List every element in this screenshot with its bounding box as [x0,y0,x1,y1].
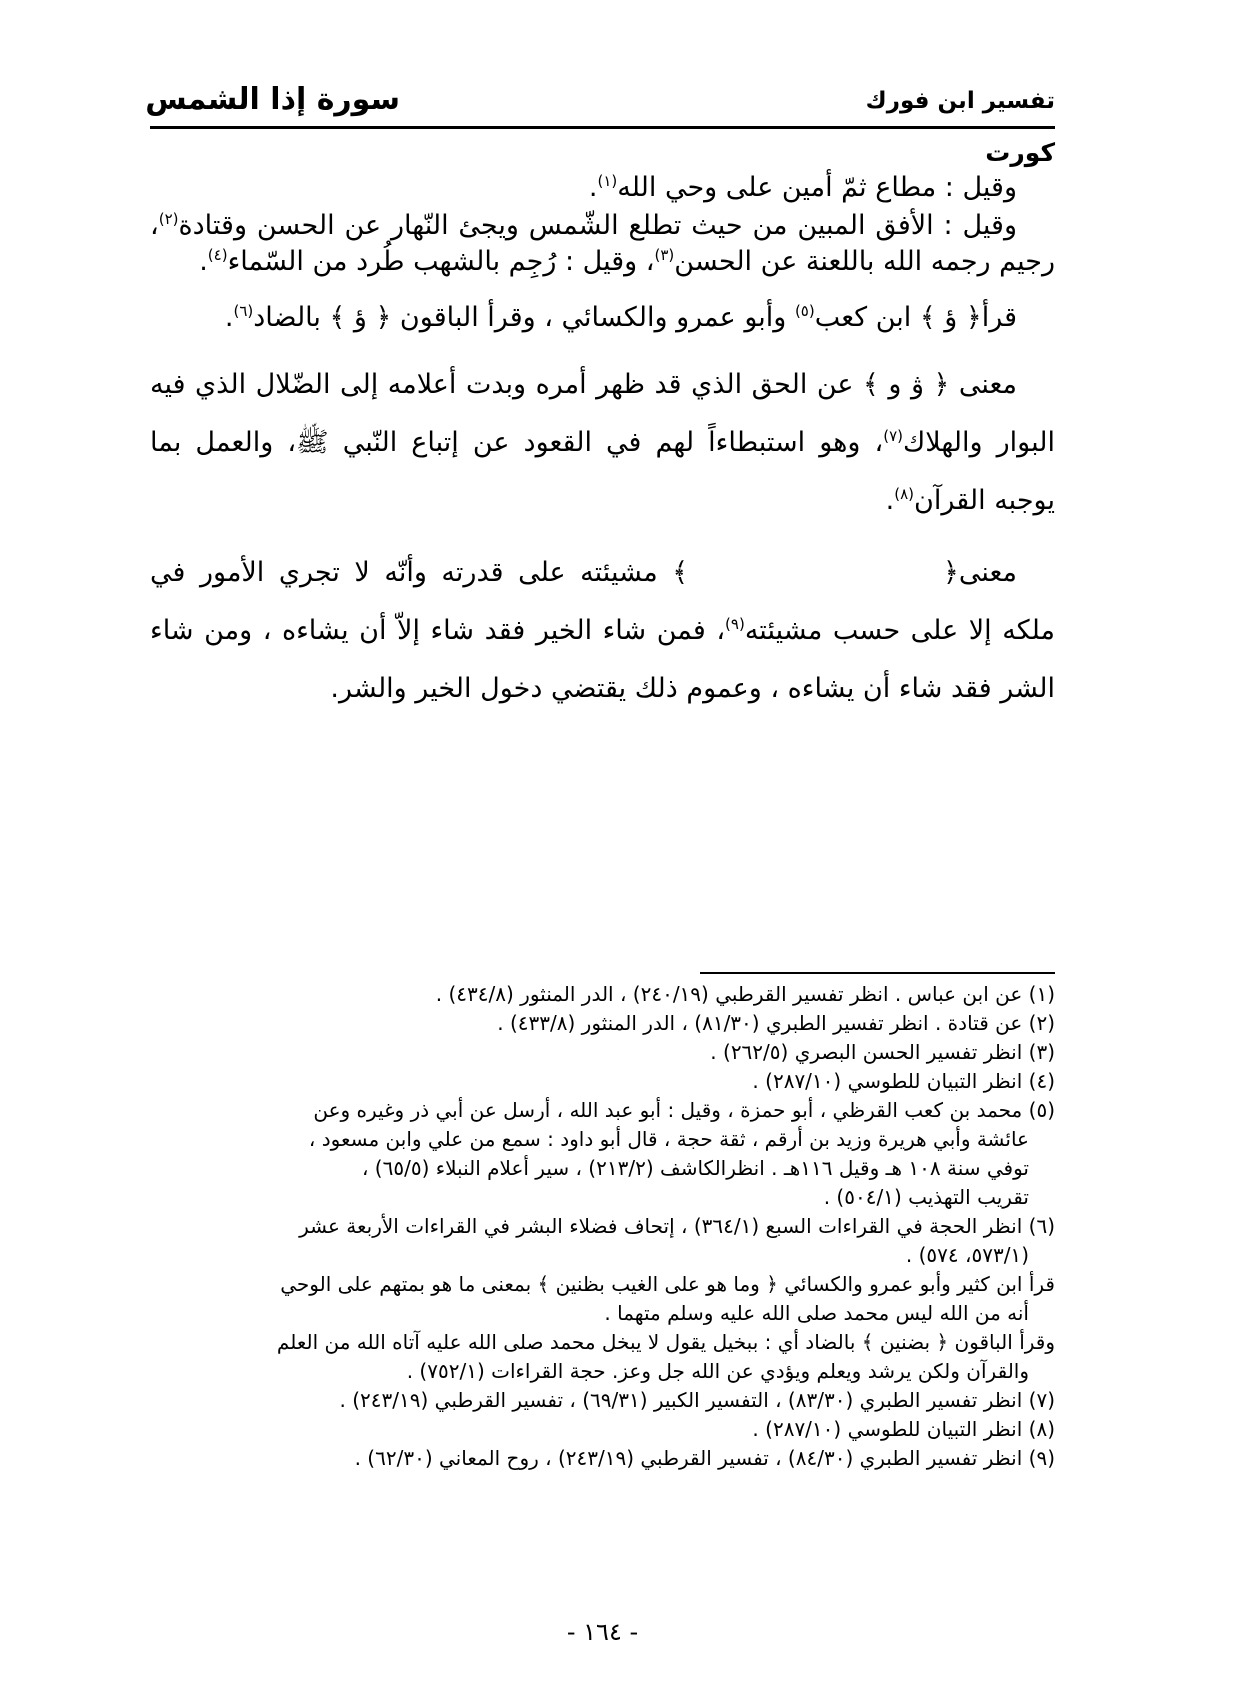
footnote-5-line-2: عائشة وأبي هريرة وزيد بن أرقم ، ثقة حجة ، قال أبو داود : سمع من علي وابن مسعود ، [308,1127,1029,1151]
footnotes [150,980,1055,1473]
footnote-ref-6: (٦) [233,302,254,320]
footnote-6-note-a-line-2: أنه من الله ليس محمد صلى الله عليه وسلم متهما . [604,1301,1029,1325]
footnote-ref-8: (٨) [894,485,915,503]
paragraph-2-text-b: ، رجيم رجمه الله باللعنة عن الحسن [150,210,1055,277]
footnote-divider [700,972,1055,974]
paragraph-4: معنى ﴿ ۋ و ﴾ عن الحق الذي قد ظهر أمره وبدت أعلامه إلى الضّلال الذي فيه البوار والهلاك$^{(٧)}$، وهو استبطاءاً لهم في القعود عن إتباع النّبي ﷺ، والعمل بما يوجبه القرآن$^{(٨)}$. [150,369,1055,516]
paragraph-5-lead: معنى﴿ [943,557,1017,588]
footnote-5: (٥) محمد بن كعب القرظي ، أبو حمزة ، وقيل : أبو عبد الله ، أرسل عن أبي ذر وغيره وعن [313,1098,1055,1122]
footnote-1: (١) عن ابن عباس . انظر تفسير القرطبي (٢٤٠/١٩) ، الدر المنثور (٤٣٤/٨) . [435,982,1055,1006]
book-title: تفسير ابن فورك [865,88,1055,114]
footnote-4: (٤) انظر التبيان للطوسي (٢٨٧/١٠) . [752,1069,1055,1093]
header-divider [150,126,1055,129]
paragraph-5 [150,544,1055,718]
carryover-word: كورت [985,138,1055,167]
footnote-6-note-b: وقرأ الباقون ﴿ بضنين ﴾ بالضاد أي : ببخيل يقول لا يبخل محمد صلى الله عليه آتاه الله من العلم [276,1330,1055,1354]
footnote-ref-1: (١) [597,172,618,190]
page-number: - ١٦٤ - [566,1618,639,1646]
footnote-6-note-b-line-2: والقرآن ولكن يرشد ويعلم ويؤدي عن الله جل وعز. حجة القراءات (٧٥٢/١) . [406,1359,1029,1383]
paragraph-3-text-a: قرأ﴿ ؤ ﴾ ابن كعب [814,302,1017,333]
footnote-6-note-a: قرأ ابن كثير وأبو عمرو والكسائي ﴿ وما هو على الغيب بظنين ﴾ بمعنى ما هو بمتهم على الوحي [280,1272,1055,1296]
footnote-3: (٣) انظر تفسير الحسن البصري (٢٦٢/٥) . [710,1040,1055,1064]
document-page [145,0,1056,1696]
footnote-ref-4: (٤) [207,246,228,264]
paragraph-2: وقيل : الأفق المبين من حيث تطلع الشّمس ويجئ النّهار عن الحسن وقتادة$^{(٢)}$، رجيم رجمه الله باللعنة عن الحسن$^{(٣)}$، وقيل : رُجِم بالشهب طُرد من السّماء$^{(٤)}$. [150,210,1055,277]
paragraph-5-text-a: ﴾ مشيئته على قدرته وأنّه لا تجري الأمور في ملكه إلا على حسب مشيئته [150,557,1056,646]
paragraph-4-text-b: ، وهو استبطاءاً لهم في القعود عن إتباع النّبي ﷺ، والعمل بما يوجبه القرآن [150,427,1055,516]
footnote-ref-9: (٩) [725,615,745,633]
footnote-9: (٩) انظر تفسير الطبري (٨٤/٣٠) ، تفسير القرطبي (٢٤٣/١٩) ، روح المعاني (٦٢/٣٠) . [354,1446,1055,1470]
paragraph-5-text-b: ، فمن شاء الخير فقد شاء إلاّ أن يشاءه ، ومن شاء الشر فقد شاء أن يشاءه ، وعموم ذلك يقتضي دخول الخير والشر. [150,615,1055,704]
footnote-8: (٨) انظر التبيان للطوسي (٢٨٧/١٠) . [752,1417,1055,1441]
paragraph-1: وقيل : مطاع ثمّ أمين على وحي الله$^{(١)}$. [588,172,1017,203]
footnote-7: (٧) انظر تفسير الطبري (٨٣/٣٠) ، التفسير الكبير (٦٩/٣١) ، تفسير القرطبي (٢٤٣/١٩) . [339,1388,1055,1412]
paragraph-3-text-b: وأبو عمرو والكسائي ، وقرأ الباقون ﴿ ؤ ﴾ بالضاد [253,302,795,333]
paragraph-4-text-a: معنى ﴿ ۋ و ﴾ عن الحق الذي قد ظهر أمره وبدت أعلامه إلى الضّلال الذي فيه البوار والهلاك [150,369,1055,458]
footnote-5-line-4: تقريب التهذيب (٥٠٤/١) . [823,1185,1029,1209]
paragraph-1-text: وقيل : مطاع ثمّ أمين على وحي الله [617,172,1017,203]
surah-title: سورة إذا الشمس [145,82,400,117]
paragraph-3: قرأ﴿ ؤ ﴾ ابن كعب$^{(٥)}$ وأبو عمرو والكسائي ، وقرأ الباقون ﴿ ؤ ﴾ بالضاد$^{(٦)}$. [224,302,1017,333]
main-text [150,168,1055,718]
footnote-2: (٢) عن قتادة . انظر تفسير الطبري (٨١/٣٠) ، الدر المنثور (٤٣٣/٨) . [497,1011,1055,1035]
footnote-ref-5: (٥) [794,302,815,320]
footnote-ref-7: (٧) [883,427,903,445]
footnote-6-line-2: (٥٧٣/١، ٥٧٤) . [905,1243,1029,1267]
paragraph-2-text-a: وقيل : الأفق المبين من حيث تطلع الشّمس ويجئ النّهار عن الحسن وقتادة [178,210,1017,241]
footnote-ref-3: (٣) [654,246,675,264]
footnote-6: (٦) انظر الحجة في القراءات السبع (٣٦٤/١) ، إتحاف فضلاء البشر في القراءات الأربعة عشر [299,1214,1055,1238]
running-header [145,82,1055,122]
footnote-ref-2: (٢) [158,210,179,228]
footnote-5-line-3: توفي سنة ١٠٨ هـ وقيل ١١٦هـ . انظرالكاشف (٢١٣/٢) ، سير أعلام النبلاء (٦٥/٥) ، [361,1156,1029,1180]
paragraph-2-text-c: ، وقيل : رُجِم بالشهب طُرد من السّماء [227,246,655,277]
